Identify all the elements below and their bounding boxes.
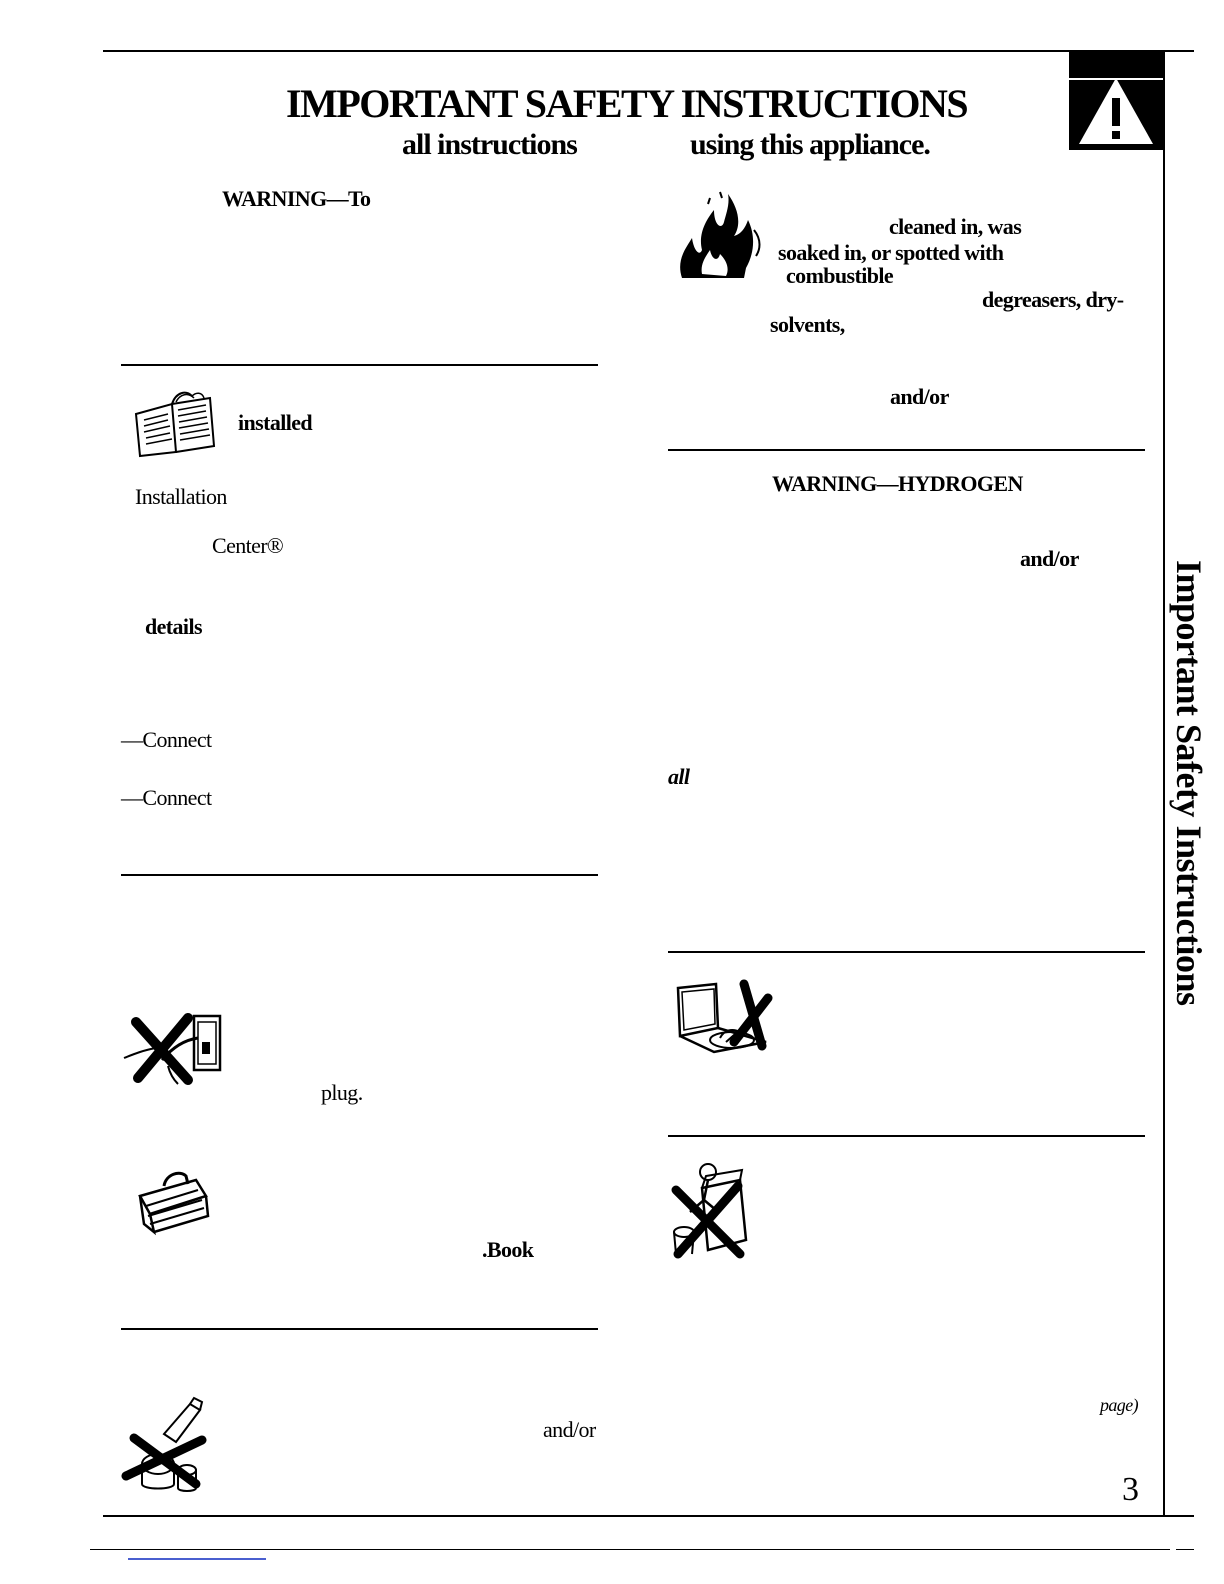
- scan-blue-mark: [128, 1558, 266, 1560]
- installation-word: Installation: [135, 484, 227, 509]
- right-vertical-rule: [1163, 52, 1165, 1517]
- right-divider-3: [668, 1135, 1145, 1137]
- page-number: 3: [1122, 1471, 1139, 1508]
- subtitle-right: using this appliance.: [690, 128, 930, 161]
- andor-word-left: and/or: [543, 1417, 596, 1442]
- connect-1: —Connect: [121, 727, 212, 752]
- right-divider-1: [668, 449, 1145, 451]
- hydrogen-warning: WARNING—HYDROGEN: [772, 471, 1023, 496]
- left-divider-3: [121, 1328, 598, 1330]
- fire-line-4: degreasers, dry-: [982, 287, 1124, 312]
- page-title: IMPORTANT SAFETY INSTRUCTIONS: [286, 81, 968, 126]
- fire-line-3: combustible: [786, 263, 894, 288]
- warning-box: [1069, 52, 1163, 150]
- manual-book-icon: [132, 388, 218, 458]
- fire-line-2: soaked in, or spotted with: [778, 240, 1004, 265]
- no-flammables-icon: [120, 1394, 210, 1494]
- no-plug-pull-icon: [122, 1008, 226, 1086]
- plug-word: plug.: [321, 1080, 363, 1105]
- right-divider-2: [668, 951, 1145, 953]
- top-rule: [103, 50, 1194, 52]
- fire-line-5: solvents,: [770, 312, 845, 337]
- scan-bottom-line: [90, 1549, 1170, 1550]
- andor-right-1: and/or: [890, 384, 949, 409]
- fire-line-1: cleaned in, was: [889, 214, 1022, 239]
- book-word: .Book: [482, 1237, 534, 1262]
- all-word: all: [668, 764, 690, 789]
- warning-box-underline: [1069, 78, 1163, 80]
- left-divider-2: [121, 874, 598, 876]
- connect-2: —Connect: [121, 785, 212, 810]
- details-word: details: [145, 614, 202, 639]
- warning-triangle-icon: [1069, 52, 1163, 150]
- andor-right-2: and/or: [1020, 546, 1079, 571]
- left-divider-1: [121, 364, 598, 366]
- toolbox-icon: [136, 1166, 210, 1236]
- no-reaching-in-washer-icon: [670, 980, 778, 1056]
- center-word: Center®: [212, 533, 284, 558]
- sidebar-section-title: Important Safety Instructions: [1169, 560, 1209, 1006]
- scan-bottom-tick: [1176, 1549, 1194, 1550]
- subtitle-left: all instructions: [402, 128, 577, 161]
- fire-icon: [672, 190, 766, 284]
- installed-label: installed: [238, 410, 313, 435]
- warning-label: WARNING—To: [222, 186, 371, 211]
- page-note: page): [1100, 1395, 1138, 1415]
- bottom-rule: [103, 1515, 1194, 1517]
- no-child-climbing-icon: [668, 1160, 752, 1260]
